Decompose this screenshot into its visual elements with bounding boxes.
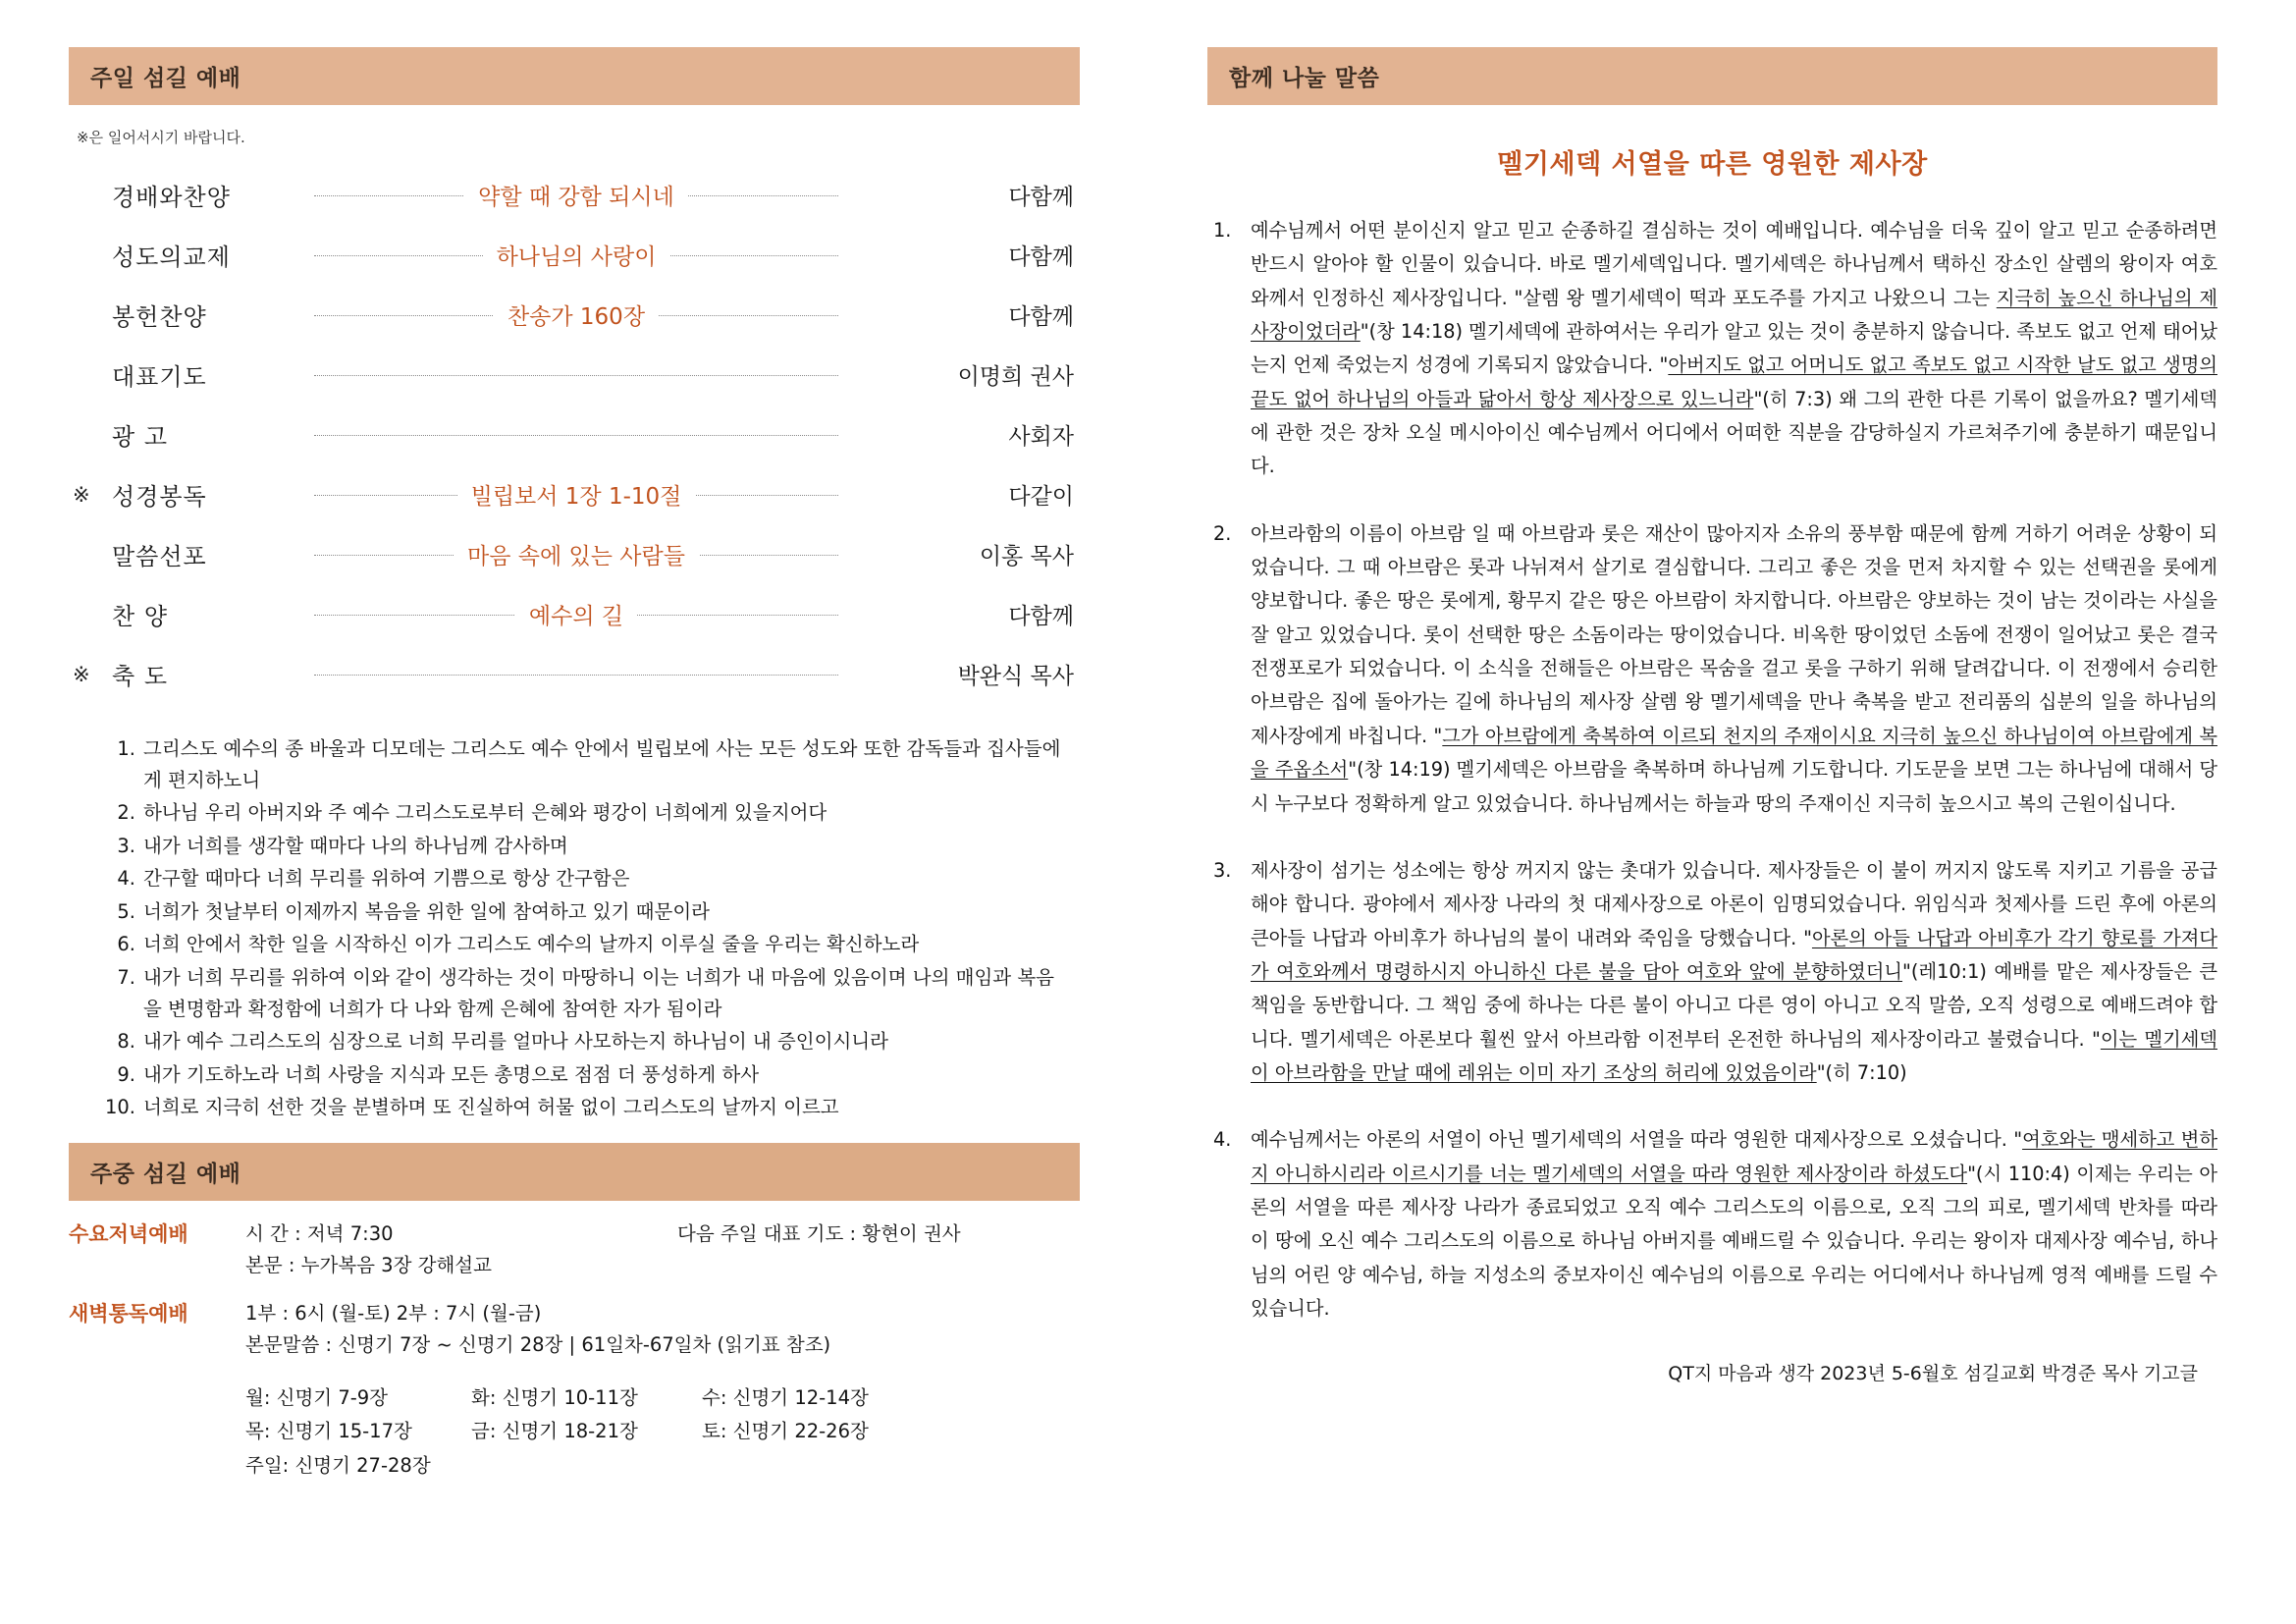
weekday-worship-header: 주중 섬길 예배 bbox=[69, 1143, 1080, 1201]
daily-readings bbox=[245, 1381, 1080, 1482]
scripture-verse: 간구할 때마다 너희 무리를 위하여 기쁨으로 항상 간구함은 bbox=[143, 867, 630, 891]
order-item-title bbox=[298, 165, 854, 225]
scripture-verse: 그리스도 예수의 종 바울과 디모데는 그리스도 예수 안에서 빌립보에 사는 모든 성도와 또한 감독들과 집사들에게 편지하노니 bbox=[143, 737, 1061, 791]
order-title-text: 빌립보서 1장 1-10절 bbox=[457, 478, 696, 511]
order-title-text: 찬송가 160장 bbox=[494, 298, 659, 331]
sermon-paragraph: 예수님께서 어떤 분이신지 알고 믿고 순종하길 결심하는 것이 예배입니다. 예수님을 더욱 깊이 알고 믿고 순종하려면 반드시 알아야 할 인물이 있습니다. 바로 멜기세덱입니다. 멜기세덱은 하나님께서 택하신 장소인 살렘의 왕이자 여호와께서 인정하신 제사장입니다. "살렘 왕 멜기세덱이 떡과 포도주를 가지고 나왔으니 그는 지극히 높으신 하나님의 제사장이었더라"(창 14:18) 멜기세덱에 관하여서는 우리가 알고 있는 것이 충분하지 않습니다. 족보도 없고 언제 태어났는지 언제 죽었는지 성경에 기록되지 않았습니다. "아버지도 없고 어머니도 없고 족보도 없고 시작한 날도 없고 생명의 끝도 없어 하나님의 아들과 닮아서 항상 제사장으로 있느니라"(히 7:3) 왜 그의 관한 다른 기록이 없을까요? 멜기세덱에 관한 것은 장차 오실 메시아이신 예수님께서 어디에서 어떠한 직분을 감당하실지 가르쳐주기에 충분하기 때문입니다. bbox=[1251, 219, 2217, 478]
order-row bbox=[69, 285, 1080, 345]
order-item-label: 광 고 bbox=[112, 423, 168, 451]
scripture-verse: 내가 기도하노라 너희 사랑을 지식과 모든 총명으로 점점 더 풍성하게 하사 bbox=[143, 1062, 760, 1086]
standing-note: ※은 일어서시기 바랍니다. bbox=[77, 129, 245, 146]
sermon-credit: QT지 마음과 생각 2023년 5-6월호 섬길교회 박경준 목사 기고글 bbox=[1668, 1363, 2198, 1385]
sermon-title: 멜기세덱 서열을 따른 영원한 제사장 bbox=[1497, 149, 1928, 180]
order-item-label: 대표기도 bbox=[112, 363, 207, 391]
reading-cell: 주일: 신명기 27-28장 bbox=[245, 1453, 431, 1477]
order-item-label: 성도의교제 bbox=[112, 244, 231, 271]
order-item-person: 이명희 권사 bbox=[957, 364, 1074, 390]
order-item-label: 축 도 bbox=[112, 663, 168, 690]
order-row bbox=[69, 345, 1080, 405]
sermon-paragraph: 예수님께서는 아론의 서열이 아닌 멜기세덱의 서열을 따라 영원한 대제사장으로 오셨습니다. "여호와는 맹세하고 변하지 아니하시리라 이르시기를 너는 멜기세덱의 서열을 따라 영원한 제사장이라 하셨도다"(시 110:4) 이제는 우리는 아론의 서열을 따른 제사장 나라가 종료되었고 오직 예수 그리스도의 이름으로, 오직 그의 피로, 멜기세덱 반차를 따라 이 땅에 오신 예수 그리스도의 이름으로 하나님 아버지를 예배드릴 수 있습니다. 우리는 왕이자 대제사장 예수님, 하나님의 어린 양 예수님, 하늘 지성소의 중보자이신 예수님의 이름으로 우리는 어디에서나 하나님께 영적 예배를 드릴 수 있습니다. bbox=[1251, 1128, 2218, 1320]
scripture-list bbox=[69, 733, 1080, 1123]
right-column bbox=[1148, 0, 2296, 1624]
order-row bbox=[69, 165, 1080, 225]
order-row bbox=[69, 405, 1080, 464]
scripture-verse: 너희 안에서 착한 일을 시작하신 이가 그리스도 예수의 날까지 이루실 줄을 우리는 확신하노라 bbox=[143, 933, 920, 956]
order-standing-mark bbox=[69, 225, 102, 285]
dawn-time: 1부 : 6시 (월-토) 2부 : 7시 (월-금) bbox=[245, 1302, 542, 1326]
wednesday-body bbox=[245, 1218, 961, 1280]
order-row bbox=[69, 644, 1080, 704]
order-item-person: 이홍 목사 bbox=[979, 544, 1074, 569]
order-standing-mark: ※ bbox=[73, 482, 90, 507]
order-item-label: 경배와찬양 bbox=[112, 184, 231, 211]
order-item-label: 봉헌찬양 bbox=[112, 303, 207, 331]
order-item-title bbox=[298, 405, 854, 464]
reading-cell bbox=[702, 1449, 928, 1483]
order-item-title bbox=[298, 584, 854, 644]
reading-row bbox=[245, 1381, 1080, 1415]
order-item-label: 성경봉독 bbox=[112, 483, 207, 511]
dotted-leader bbox=[314, 675, 838, 676]
order-item-person: 박완식 목사 bbox=[957, 664, 1074, 689]
order-standing-mark bbox=[69, 165, 102, 225]
order-item-label: 찬 양 bbox=[112, 603, 168, 630]
scripture-verse: 내가 너희를 생각할 때마다 나의 하나님께 감사하며 bbox=[143, 834, 568, 857]
order-title-text: 예수의 길 bbox=[515, 598, 637, 630]
order-item-title bbox=[298, 345, 854, 405]
shared-word-header: 함께 나눌 말씀 bbox=[1207, 47, 2217, 105]
scripture-verse: 내가 너희 무리를 위하여 이와 같이 생각하는 것이 마땅하니 이는 너희가 내 마음에 있음이며 나의 매임과 복음을 변명함과 확정함에 너희가 다 나와 함께 은혜에 참여한 자가 됨이라 bbox=[143, 966, 1055, 1020]
dawn-service bbox=[69, 1298, 1080, 1360]
scripture-verse: 너희로 지극히 선한 것을 분별하며 또 진실하여 허물 없이 그리스도의 날까지 이르고 bbox=[143, 1096, 839, 1119]
order-title-text: 마음 속에 있는 사람들 bbox=[454, 538, 699, 570]
order-item-title bbox=[298, 644, 854, 704]
order-standing-mark bbox=[69, 285, 102, 345]
order-standing-mark bbox=[69, 345, 102, 405]
order-row bbox=[69, 524, 1080, 584]
order-item-person: 다함께 bbox=[1008, 304, 1074, 330]
dawn-text: 본문말씀 : 신명기 7장 ~ 신명기 28장 | 61일차-67일차 (읽기표 참조) bbox=[245, 1332, 831, 1356]
reading-cell: 목: 신명기 15-17장 bbox=[245, 1420, 412, 1443]
reading-cell: 수: 신명기 12-14장 bbox=[702, 1386, 869, 1410]
dawn-label: 새벽통독예배 bbox=[69, 1302, 188, 1326]
wednesday-text: 본문 : 누가복음 3장 강해설교 bbox=[245, 1253, 492, 1276]
order-item-person: 다함께 bbox=[1008, 244, 1074, 270]
order-item-person: 다함께 bbox=[1008, 185, 1074, 210]
order-row bbox=[69, 464, 1080, 524]
dotted-leader bbox=[314, 375, 838, 376]
sermon-paragraph: 아브라함의 이름이 아브람 일 때 아브람과 롯은 재산이 많아지자 소유의 풍부함 때문에 함께 거하기 어려운 상황이 되었습니다. 그 때 아브람은 롯과 나뉘져서 살기로 결심합니다. 그리고 좋은 것을 먼저 차지할 수 있는 선택권을 롯에게 양보합니다. 좋은 땅은 롯에게, 황무지 같은 땅은 아브람이 차지합니다. 아브람은 양보하는 것이 남는 것이라는 사실을 잘 알고 있었습니다. 롯이 선택한 땅은 소돔이라는 땅이었습니다. 비옥한 땅이었던 소돔에 전쟁이 일어났고 롯은 결국 전쟁포로가 되었습니다. 이 소식을 전해들은 아브람은 목숨을 걸고 롯을 구하기 위해 달려갑니다. 이 전쟁에서 승리한 아브람은 집에 돌아가는 길에 하나님의 제사장 살렘 왕 멜기세덱을 만나 축복을 받고 전리품의 십분의 일을 하나님의 제사장에게 바칩니다. "그가 아브람에게 축복하여 이르되 천지의 주재이시요 지극히 높으신 하나님이여 아브람에게 복을 주옵소서"(창 14:19) 멜기세덱은 아브람을 축복하며 하나님께 기도합니다. 기도문을 보면 그는 하나님에 대해서 당시 누구보다 정확하게 알고 있었습니다. 하나님께서는 하늘과 땅의 주재이신 지극히 높으시고 복의 근원이십니다. bbox=[1251, 521, 2217, 815]
order-item-title bbox=[298, 285, 854, 345]
scripture-verse: 하나님 우리 아버지와 주 예수 그리스도로부터 은혜와 평강이 너희에게 있을지어다 bbox=[143, 801, 828, 825]
order-row bbox=[69, 584, 1080, 644]
order-title-text: 약할 때 강함 되시네 bbox=[464, 179, 688, 211]
dawn-body bbox=[245, 1298, 830, 1360]
order-title-text: 하나님의 사랑이 bbox=[483, 239, 670, 271]
sermon-paragraph: 제사장이 섬기는 성소에는 항상 꺼지지 않는 촛대가 있습니다. 제사장들은 이 불이 꺼지지 않도록 지키고 기름을 공급해야 합니다. 광야에서 제사장 나라의 첫 대제사장으로 아론이 임명되었습니다. 위임식과 첫제사를 드린 후에 아론의 큰아들 나답과 아비후가 하나님의 불이 내려와 죽임을 당했습니다. "아론의 아들 나답과 아비후가 각기 향로를 가져다가 여호와께서 명령하시지 아니하신 다른 불을 담아 여호와 앞에 분향하였더니"(레10:1) 예배를 맡은 제사장들은 큰 책임을 동반합니다. 그 책임 중에 하나는 다른 불이 아니고 다른 영이 아니고 오직 말씀, 오직 성령으로 예배드려야 합니다. 멜기세덱은 아론보다 훨씬 앞서 아브라함 이전부터 온전한 하나님의 제사장이라고 불렸습니다. "이는 멜기세덱이 아브라함을 만날 때에 레위는 이미 자기 조상의 허리에 있었음이라"(히 7:10) bbox=[1251, 858, 2218, 1084]
order-item-title bbox=[298, 225, 854, 285]
order-item-person: 다함께 bbox=[1008, 604, 1074, 629]
wednesday-next-prayer: 다음 주일 대표 기도 : 황현이 권사 bbox=[677, 1221, 961, 1245]
scripture-verse: 내가 예수 그리스도의 심장으로 너희 무리를 얼마나 사모하는지 하나님이 내 증인이시니라 bbox=[143, 1030, 888, 1054]
order-item-title bbox=[298, 524, 854, 584]
wednesday-time: 시 간 : 저녁 7:30 bbox=[245, 1221, 394, 1245]
dotted-leader bbox=[314, 435, 838, 436]
reading-cell bbox=[471, 1449, 702, 1483]
order-item-person: 사회자 bbox=[1008, 424, 1074, 450]
order-item-title bbox=[298, 464, 854, 524]
order-of-worship-table bbox=[69, 165, 1080, 704]
reading-cell: 토: 신명기 22-26장 bbox=[702, 1420, 869, 1443]
reading-cell: 월: 신명기 7-9장 bbox=[245, 1386, 389, 1410]
sermon-paragraphs bbox=[1207, 214, 2217, 1326]
sunday-worship-header: 주일 섬길 예배 bbox=[69, 47, 1080, 105]
reading-row bbox=[245, 1415, 1080, 1448]
wednesday-label: 수요저녁예배 bbox=[69, 1221, 188, 1246]
order-item-label: 말씀선포 bbox=[112, 543, 207, 570]
weekday-worship-section bbox=[69, 1143, 1080, 1483]
reading-row bbox=[245, 1449, 1080, 1483]
reading-cell: 금: 신명기 18-21장 bbox=[471, 1420, 638, 1443]
reading-cell: 화: 신명기 10-11장 bbox=[471, 1386, 638, 1410]
order-item-person: 다같이 bbox=[1008, 484, 1074, 510]
scripture-verse: 너희가 첫날부터 이제까지 복음을 위한 일에 참여하고 있기 때문이라 bbox=[143, 899, 711, 923]
order-standing-mark bbox=[69, 405, 102, 464]
order-standing-mark bbox=[69, 524, 102, 584]
order-row bbox=[69, 225, 1080, 285]
wednesday-service bbox=[69, 1218, 1080, 1280]
order-standing-mark bbox=[69, 584, 102, 644]
order-standing-mark: ※ bbox=[73, 662, 90, 686]
